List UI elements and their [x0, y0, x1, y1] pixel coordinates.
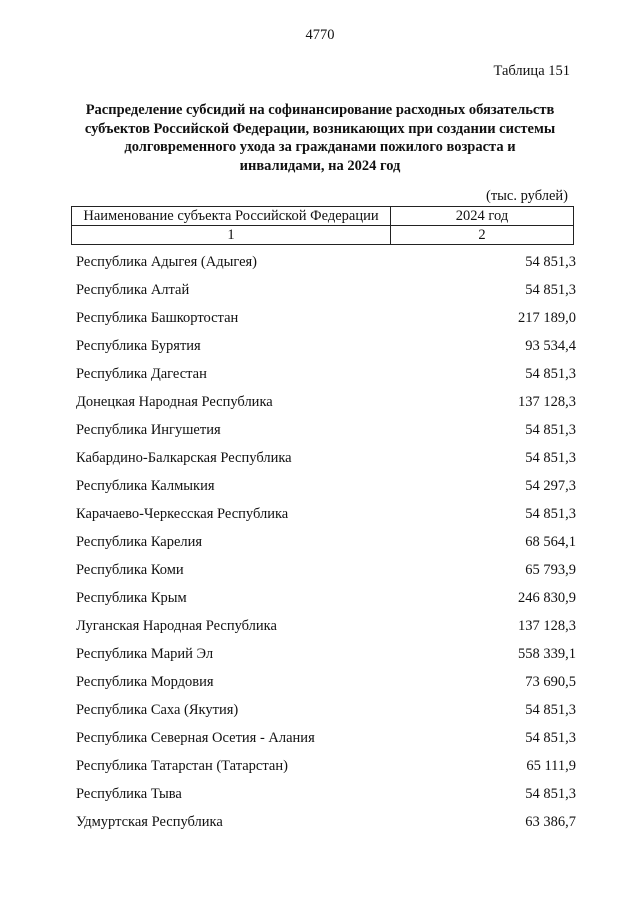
subsidy-value: 54 851,3	[525, 282, 576, 298]
table-row	[76, 752, 576, 780]
subsidy-value: 54 851,3	[525, 254, 576, 270]
table-row	[76, 360, 576, 388]
region-name: Удмуртская Республика	[76, 814, 223, 830]
region-name: Республика Башкортостан	[76, 310, 239, 326]
title-line: субъектов Российской Федерации, возникающих при создании системы	[84, 120, 556, 137]
table-row	[76, 248, 576, 276]
header-row	[72, 207, 574, 226]
table-row	[76, 332, 576, 360]
subsidy-value: 54 851,3	[525, 506, 576, 522]
table-row	[76, 472, 576, 500]
table-row	[76, 696, 576, 724]
region-name: Республика Крым	[76, 590, 187, 606]
region-name: Республика Марий Эл	[76, 646, 214, 662]
region-name: Карачаево-Черкесская Республика	[76, 506, 289, 522]
table-row	[76, 276, 576, 304]
subsidy-value: 558 339,1	[518, 646, 576, 662]
table-row	[76, 500, 576, 528]
region-name: Луганская Народная Республика	[76, 618, 277, 634]
header-year: 2024 год	[391, 207, 574, 226]
subsidy-value: 246 830,9	[518, 590, 576, 606]
subsidy-value: 137 128,3	[518, 394, 576, 410]
table-row	[76, 416, 576, 444]
title-line: инвалидами, на 2024 год	[239, 157, 401, 174]
region-name: Донецкая Народная Республика	[76, 394, 273, 410]
region-name: Республика Коми	[76, 562, 184, 578]
region-name: Республика Тыва	[76, 786, 182, 802]
document-title	[60, 101, 580, 175]
region-name: Республика Северная Осетия - Алания	[76, 730, 315, 746]
table-row	[76, 444, 576, 472]
subsidy-value: 73 690,5	[525, 674, 576, 690]
table-row	[76, 640, 576, 668]
header-region-name: Наименование субъекта Российской Федерации	[72, 207, 391, 226]
table-row	[76, 556, 576, 584]
subsidy-value: 63 386,7	[525, 814, 576, 830]
table-body	[76, 248, 576, 836]
table-row	[76, 808, 576, 836]
region-name: Республика Бурятия	[76, 338, 201, 354]
table-header	[71, 206, 574, 245]
table-number: Таблица 151	[493, 63, 570, 79]
subsidy-value: 54 851,3	[525, 702, 576, 718]
subsidy-value: 65 111,9	[526, 758, 576, 774]
table-row	[76, 304, 576, 332]
header-number-row	[72, 226, 574, 245]
region-name: Республика Карелия	[76, 534, 203, 550]
region-name: Республика Калмыкия	[76, 478, 215, 494]
page-number: 4770	[305, 27, 335, 43]
table-row	[76, 612, 576, 640]
table-row	[76, 724, 576, 752]
region-name: Кабардино-Балкарская Республика	[76, 450, 292, 466]
region-name: Республика Мордовия	[76, 674, 214, 690]
subsidy-value: 93 534,4	[525, 338, 576, 354]
region-name: Республика Дагестан	[76, 366, 207, 382]
subsidy-value: 68 564,1	[525, 534, 576, 550]
region-name: Республика Ингушетия	[76, 422, 221, 438]
subsidy-value: 54 851,3	[525, 730, 576, 746]
header-col1-number: 1	[72, 226, 391, 245]
subsidy-value: 54 851,3	[525, 422, 576, 438]
subsidy-value: 217 189,0	[518, 310, 576, 326]
title-line: долговременного ухода за гражданами пожилого возраста и	[124, 139, 516, 155]
subsidy-value: 137 128,3	[518, 618, 576, 634]
table-row	[76, 668, 576, 696]
title-line: Распределение субсидий на софинансирование расходных обязательств	[85, 102, 555, 118]
table-row	[76, 528, 576, 556]
units-label: (тыс. рублей)	[486, 188, 568, 204]
region-name: Республика Алтай	[76, 282, 190, 298]
region-name: Республика Саха (Якутия)	[76, 702, 239, 718]
header-col2-number: 2	[391, 226, 574, 245]
subsidy-value: 54 851,3	[525, 786, 576, 802]
region-name: Республика Адыгея (Адыгея)	[76, 254, 258, 270]
subsidy-value: 54 851,3	[525, 366, 576, 382]
subsidy-value: 54 851,3	[525, 450, 576, 466]
region-name: Республика Татарстан (Татарстан)	[76, 758, 288, 774]
subsidy-value: 65 793,9	[525, 562, 576, 578]
table-row	[76, 388, 576, 416]
table-row	[76, 584, 576, 612]
table-row	[76, 780, 576, 808]
subsidy-value: 54 297,3	[525, 478, 576, 494]
